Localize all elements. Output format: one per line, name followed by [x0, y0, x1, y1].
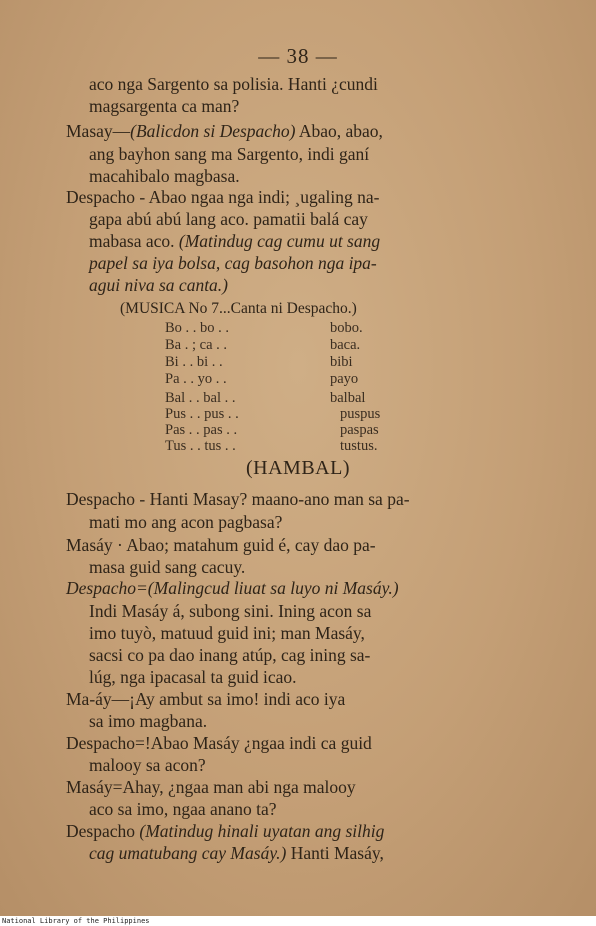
speech-text: Hanti Masáy,: [286, 843, 384, 863]
dialogue-line: [66, 821, 384, 841]
word: balbal: [330, 390, 366, 406]
section-heading: (HAMBAL): [246, 457, 350, 479]
word: payo: [330, 371, 359, 387]
syllables: Bo . . bo . .: [165, 320, 230, 336]
stage-direction: (Balicdon si Despacho): [130, 121, 296, 141]
text-line: malooy sa acon?: [89, 755, 206, 775]
text-line: lúg, nga ipacasal ta guid icao.: [89, 667, 297, 687]
music-title: (MUSICA No 7...Canta ni Despacho.): [120, 300, 357, 317]
stage-direction: cag umatubang cay Masáy.): [89, 843, 287, 863]
stage-direction: agui niva sa canta.): [89, 275, 229, 295]
word: paspas: [340, 422, 379, 438]
syllables: Pus . . pus . .: [165, 406, 239, 422]
speech-text: Abao, abao,: [295, 121, 383, 141]
syllables: Bal . . bal . .: [165, 390, 236, 406]
text-line: mati mo ang acon pagbasa?: [89, 512, 283, 532]
text-line: magsargenta ca man?: [89, 96, 240, 116]
dialogue-line: Despacho - Abao ngaa nga indi; ¸ugaling na-: [66, 187, 380, 207]
dialogue-line: Despacho=(Malingcud liuat sa luyo ni Masáy.): [66, 578, 399, 598]
text-line: aco sa imo, ngaa anano ta?: [89, 799, 277, 819]
page-number: — 38 —: [258, 44, 338, 68]
syllables: Tus . . tus . .: [165, 438, 236, 454]
text-line: ang bayhon sang ma Sargento, indi ganí: [89, 144, 370, 164]
text-line: imo tuyò, matuud guid ini; man Masáy,: [89, 623, 365, 643]
library-credit: National Library of the Philippines: [0, 916, 596, 926]
syllables: Pa . . yo . .: [165, 371, 227, 387]
word: puspus: [340, 406, 381, 422]
stage-direction: (Matindug cag cumu ut sang: [174, 231, 381, 251]
stage-direction: papel sa iya bolsa, cag basohon nga ipa-: [89, 253, 377, 273]
stage-direction: (Matindug hinali uyatan ang silhig: [139, 821, 385, 841]
word: bibi: [330, 354, 353, 370]
word: bobo.: [330, 320, 363, 336]
text-line: masa guid sang cacuy.: [89, 557, 246, 577]
dialogue-line: Ma-áy—¡Ay ambut sa imo! indi aco iya: [66, 689, 346, 709]
speaker-name: Masay—: [66, 121, 131, 141]
text-line: gapa abú abú lang aco. pamatii balá cay: [89, 209, 368, 229]
word: baca.: [330, 337, 361, 353]
text-line: sacsi co pa dao inang atúp, cag ining sa-: [89, 645, 371, 665]
text-line: sa imo magbana.: [89, 711, 208, 731]
text-line: aco nga Sargento sa polisia. Hanti ¿cundi: [89, 74, 378, 94]
syllables: Pas . . pas . .: [165, 422, 238, 438]
dialogue-line: Masáy=Ahay, ¿ngaa man abi nga malooy: [66, 777, 356, 797]
dialogue-line: [66, 121, 383, 141]
syllables: Bi . . bi . .: [165, 354, 223, 370]
speaker-name: Despacho: [66, 821, 136, 841]
dialogue-line: Despacho - Hanti Masay? maano-ano man sa pa-: [66, 489, 410, 509]
text-line: [89, 231, 380, 251]
syllables: Ba . ; ca . .: [165, 337, 228, 353]
word: tustus.: [340, 438, 378, 454]
dialogue-line: Despacho=!Abao Masáy ¿ngaa indi ca guid: [66, 733, 372, 753]
dialogue-line: Masáy · Abao; matahum guid é, cay dao pa-: [66, 535, 376, 555]
text-line: Indi Masáy á, subong sini. Ining acon sa: [89, 601, 372, 621]
speech-text: mabasa aco.: [89, 231, 175, 251]
dialogue-line: [89, 843, 384, 863]
text-line: macahibalo magbasa.: [89, 166, 240, 186]
